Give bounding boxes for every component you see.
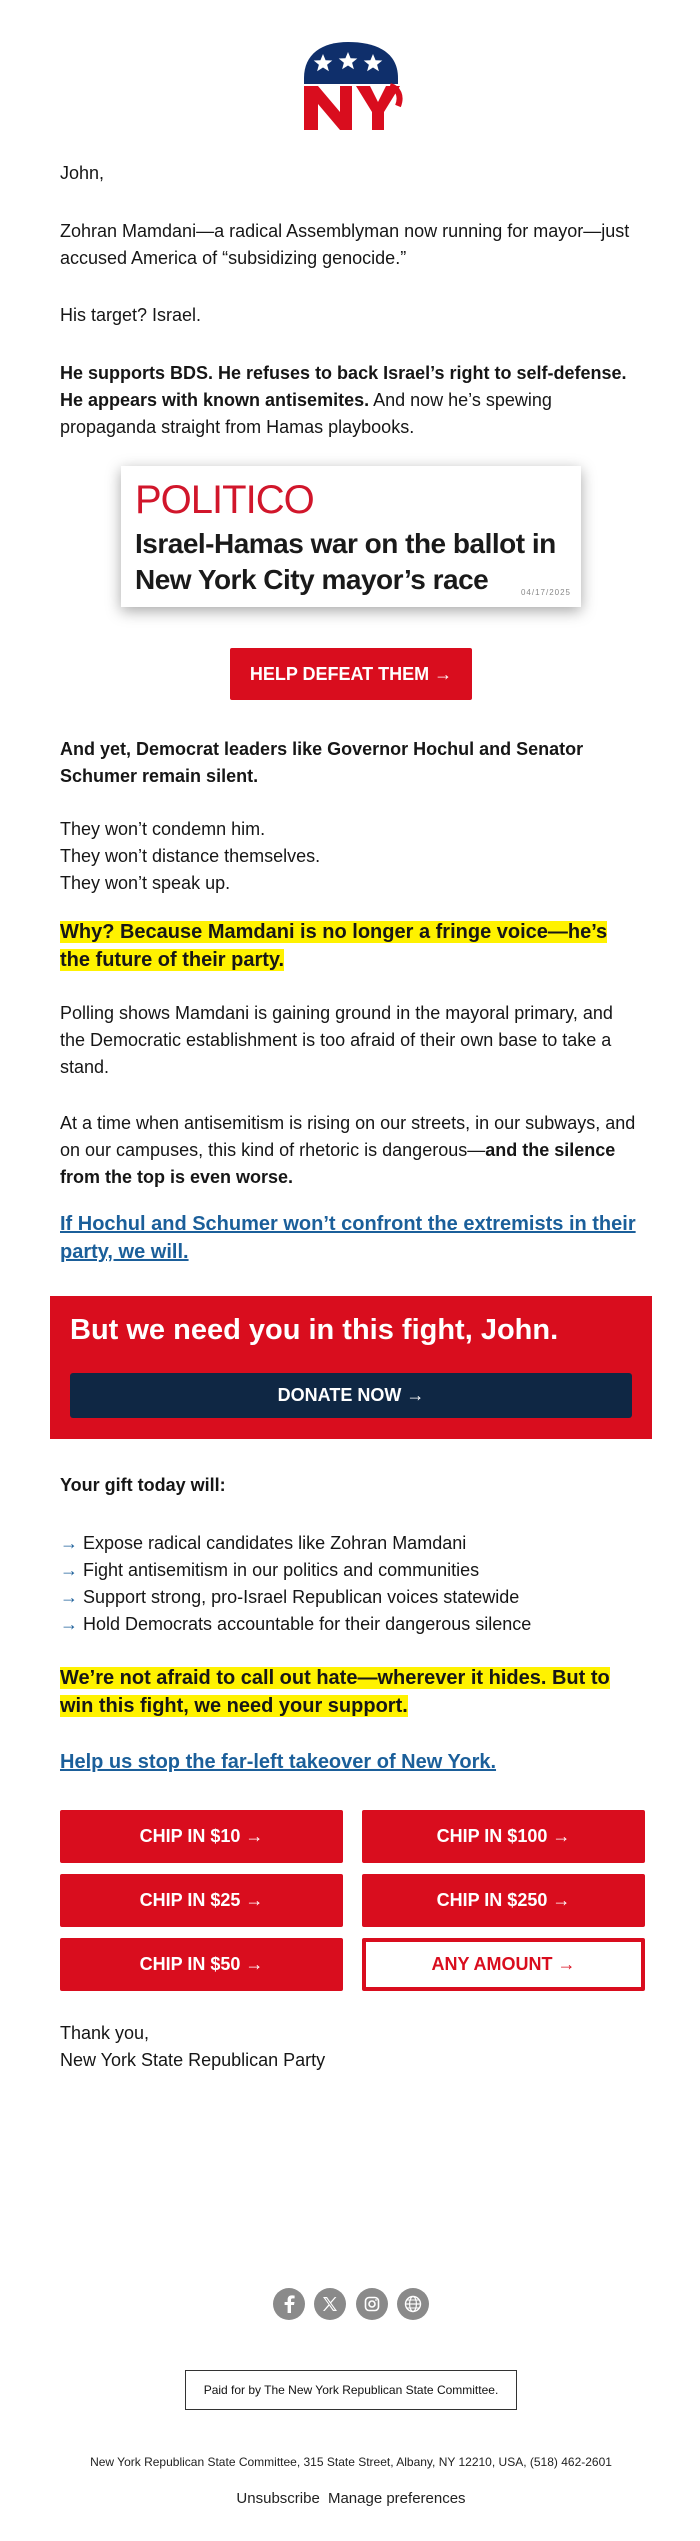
facebook-icon[interactable] <box>273 2288 305 2320</box>
instagram-icon[interactable] <box>356 2288 388 2320</box>
paragraph-antisemitism-bold: and the silence from the top is even worse. <box>60 1140 616 1187</box>
chip-in-250-button[interactable]: CHIP IN $250 → <box>362 1874 645 1927</box>
chip-in-25-button[interactable]: CHIP IN $25 → <box>60 1874 343 1927</box>
article-headline: Israel-Hamas war on the ballot in New York City mayor’s race <box>135 528 556 595</box>
list-item <box>60 1584 642 1611</box>
paragraph-antisemitism <box>60 1110 642 1191</box>
chip-in-50-button[interactable]: CHIP IN $50 → <box>60 1938 343 1991</box>
paragraph-antisemitism-rest: At a time when antisemitism is rising on our streets, in our subways, and on our campuses, this kind of rhetoric is dangerous— <box>60 1113 636 1160</box>
donate-now-button[interactable]: DONATE NOW → <box>70 1373 632 1418</box>
help-defeat-button[interactable]: HELP DEFEAT THEM → <box>230 648 472 700</box>
highlight-call-out-text: We’re not afraid to call out hate—wherever it hides. But to win this fight, we need your support. <box>60 1667 610 1717</box>
link-confront-extremists-wrap <box>60 1210 642 1266</box>
paragraph-accusation: Zohran Mamdani—a radical Assemblyman now running for mayor—just accused America of “subsidizing genocide.” <box>60 221 630 268</box>
paragraph-bds-rest: And now he’s spewing propaganda straight from Hamas playbooks. <box>60 390 552 437</box>
website-globe-icon[interactable] <box>397 2288 429 2320</box>
paragraph-wont-list <box>60 816 642 897</box>
wont-line: They won’t speak up. <box>60 873 231 893</box>
chip-in-100-button[interactable]: CHIP IN $100 → <box>362 1810 645 1863</box>
highlight-fringe-voice <box>60 918 642 974</box>
signoff <box>60 2020 642 2074</box>
list-item <box>60 1557 642 1584</box>
any-amount-button[interactable]: ANY AMOUNT → <box>362 1938 645 1991</box>
x-twitter-icon[interactable] <box>314 2288 346 2320</box>
manage-preferences-link[interactable]: Manage preferences <box>327 2490 466 2507</box>
unsubscribe-link[interactable]: Unsubscribe <box>236 2490 320 2507</box>
gift-item-text: Support strong, pro-Israel Republican voices statewide <box>83 1587 520 1607</box>
article-date: 04/17/2025 <box>520 588 571 597</box>
list-item <box>60 1530 642 1557</box>
gift-item-text: Fight antisemitism in our politics and communities <box>83 1560 480 1580</box>
gift-list <box>60 1530 642 1638</box>
politico-brand: POLITICO <box>135 478 314 522</box>
highlight-call-out-hate <box>60 1664 642 1720</box>
gift-item-text: Expose radical candidates like Zohran Mamdani <box>83 1533 467 1553</box>
footer-links <box>90 2490 612 2507</box>
wont-line: They won’t distance themselves. <box>60 846 321 866</box>
donate-banner <box>50 1296 652 1439</box>
link-confront-extremists[interactable]: If Hochul and Schumer won’t confront the extremists in their party, we will. <box>60 1213 636 1263</box>
paid-for-disclaimer: Paid for by The New York Republican State Committee. <box>185 2370 517 2410</box>
greeting: John, <box>60 163 105 183</box>
list-item <box>60 1611 642 1638</box>
gift-item-text: Hold Democrats accountable for their dangerous silence <box>83 1614 532 1634</box>
wont-line: They won’t condemn him. <box>60 819 266 839</box>
paragraph-target: His target? Israel. <box>60 305 202 325</box>
paragraph-bds-bold: He supports BDS. He refuses to back Israel’s right to self-defense. He appears with known antisemites. <box>60 363 627 410</box>
highlight-fringe-text: Why? Because Mamdani is no longer a fringe voice—he’s the future of their party. <box>60 921 608 971</box>
politico-article-card[interactable] <box>121 466 581 607</box>
arrow-icon: → <box>60 1533 78 1553</box>
banner-title: But we need you in this fight, John. <box>70 1314 559 1346</box>
arrow-icon: → <box>60 1614 78 1634</box>
signoff-org: New York State Republican Party <box>60 2050 326 2070</box>
signoff-thanks: Thank you, <box>60 2023 150 2043</box>
footer-address: New York Republican State Committee, 315 State Street, Albany, NY 12210, USA, (518) 462-2601 <box>90 2455 612 2469</box>
link-stop-takeover[interactable]: Help us stop the far-left takeover of New York. <box>60 1751 497 1773</box>
paragraph-bds <box>60 360 642 441</box>
gift-title: Your gift today will: <box>60 1475 226 1495</box>
chip-in-10-button[interactable]: CHIP IN $10 → <box>60 1810 343 1863</box>
link-stop-takeover-wrap <box>60 1748 642 1776</box>
arrow-icon: → <box>60 1560 78 1580</box>
party-logo <box>298 40 404 132</box>
paragraph-leaders-silent: And yet, Democrat leaders like Governor Hochul and Senator Schumer remain silent. <box>60 739 584 786</box>
social-links <box>273 2288 429 2322</box>
arrow-icon: → <box>60 1587 78 1607</box>
paragraph-polling: Polling shows Mamdani is gaining ground in the mayoral primary, and the Democratic establishment is too afraid of their own base to take a stand. <box>60 1003 613 1077</box>
